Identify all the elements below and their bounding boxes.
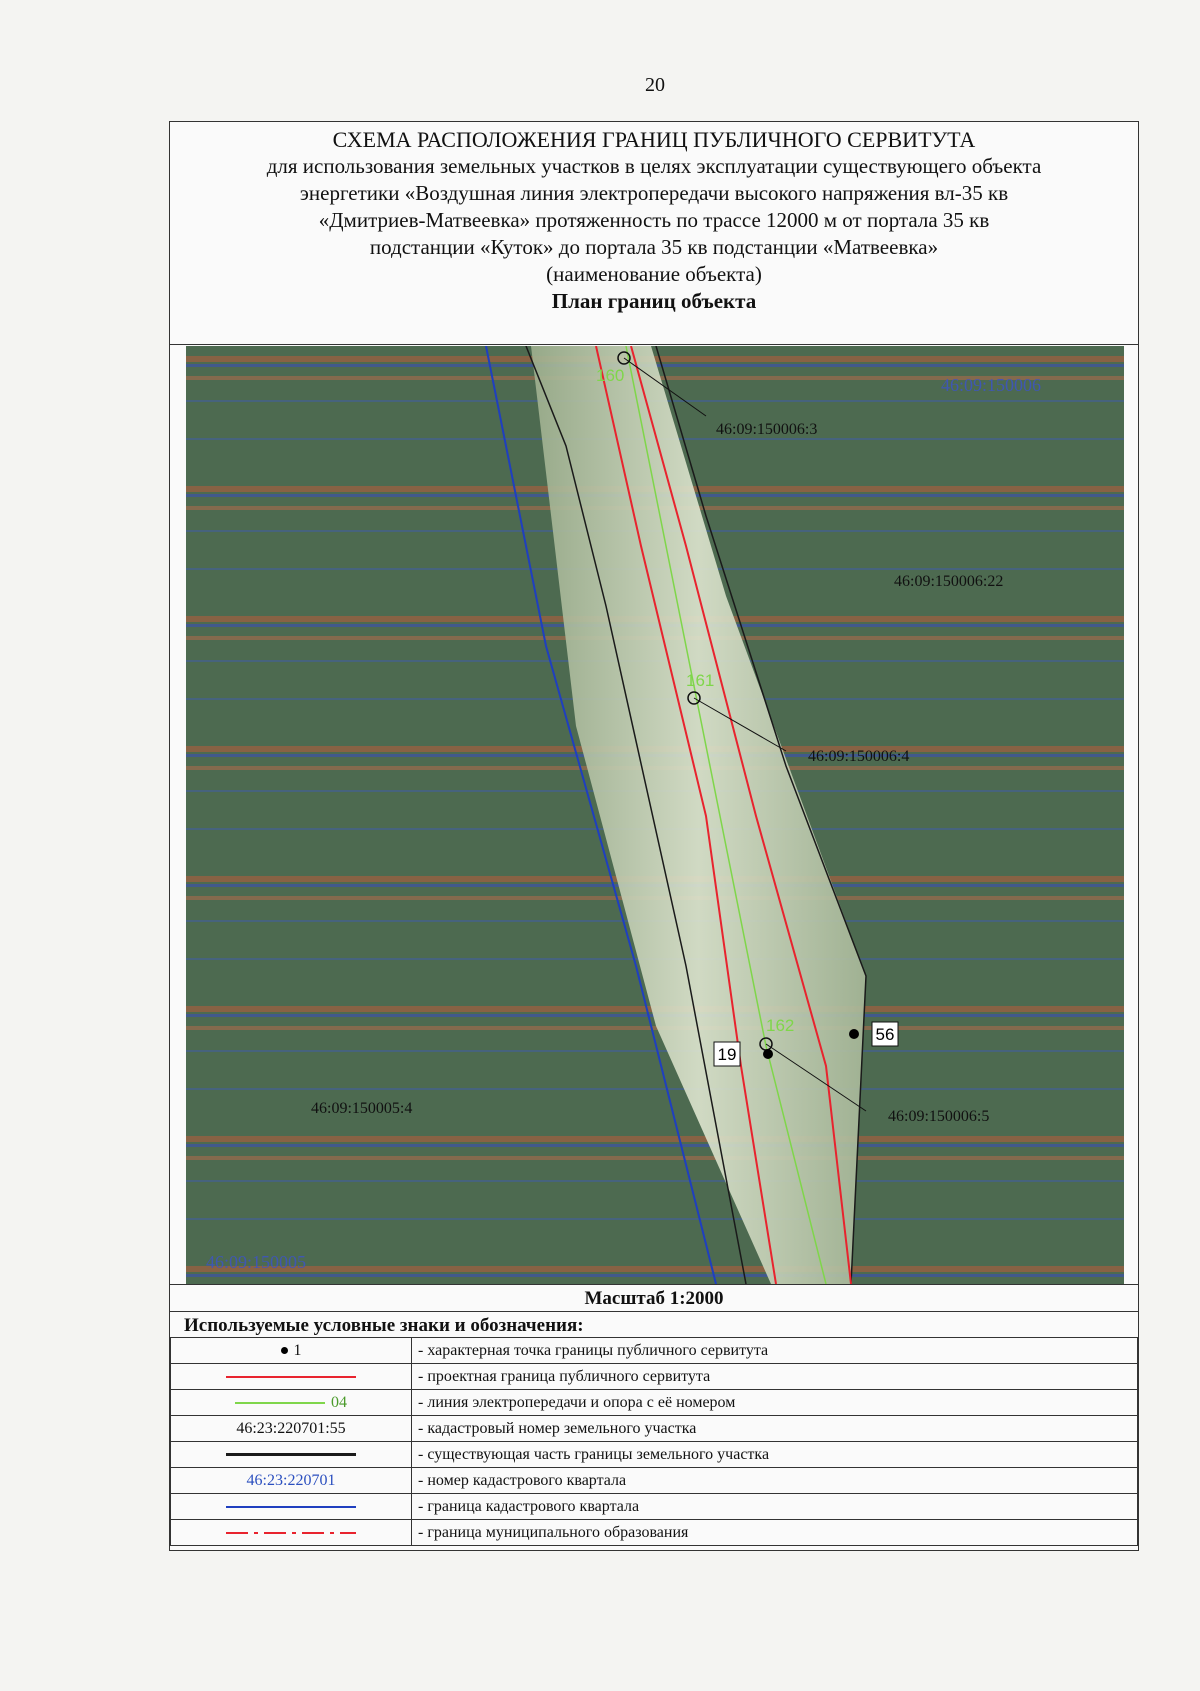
header-line-3: «Дмитриев-Матвеевка» протяженность по трассе 12000 м от портала 35 кв (318, 208, 990, 232)
legend-description: - характерная точка границы публичного сервитута (412, 1338, 1138, 1364)
dash-dot-line-icon (226, 1532, 356, 1534)
plan-subtitle: План границ объекта (551, 289, 757, 313)
legend-symbol-block-boundary (171, 1494, 412, 1520)
block-label-150005: 46:09:150005 (206, 1252, 307, 1272)
header-line-2: энергетики «Воздушная линия электропередачи высокого напряжения вл-35 кв (299, 181, 1009, 205)
support-number-sample: 04 (331, 1393, 347, 1411)
legend-description: - линия электропередачи и опора с её номером (412, 1390, 1138, 1416)
boundary-point-56-label: 56 (875, 1025, 895, 1044)
legend-point-number: 1 (293, 1341, 302, 1359)
legend-row (171, 1442, 1138, 1468)
red-line-icon (226, 1376, 356, 1378)
legend-row (171, 1494, 1138, 1520)
legend-symbol-parcel-number: 46:23:220701:55 (171, 1416, 412, 1442)
support-label-162: 162 (766, 1016, 795, 1035)
legend-description: - граница кадастрового квартала (412, 1494, 1138, 1520)
legend-row (171, 1416, 1138, 1442)
legend-symbol-parcel-boundary (171, 1442, 412, 1468)
parcel-label-5: 46:09:150006:5 (888, 1108, 990, 1125)
header-line-5: (наименование объекта) (546, 262, 762, 286)
legend-row (171, 1390, 1138, 1416)
aerial-map (186, 346, 1124, 1284)
black-line-icon (226, 1453, 356, 1456)
legend-row (171, 1338, 1138, 1364)
parcel-label-3: 46:09:150006:3 (716, 421, 818, 438)
legend-row (171, 1520, 1138, 1546)
map-scale: Масштаб 1:2000 (170, 1284, 1138, 1312)
scheme-frame (169, 121, 1139, 1551)
legend-title: Используемые условные знаки и обозначения: (184, 1315, 584, 1336)
support-label-161: 161 (686, 671, 715, 690)
legend-symbol-servitude-line (171, 1364, 412, 1390)
blue-line-icon (226, 1506, 356, 1508)
parcel-label-4: 46:09:150006:4 (808, 748, 910, 765)
support-label-160: 160 (596, 366, 625, 385)
boundary-point-56 (849, 1029, 859, 1039)
legend-description: - проектная граница публичного сервитута (412, 1364, 1138, 1390)
legend-row (171, 1364, 1138, 1390)
boundary-point-19-label: 19 (717, 1045, 737, 1064)
legend-description: - номер кадастрового квартала (412, 1468, 1138, 1494)
legend-description: - кадастровый номер земельного участка (412, 1416, 1138, 1442)
boundary-point-19 (763, 1049, 773, 1059)
green-line-icon (235, 1402, 325, 1404)
scheme-header (170, 122, 1138, 345)
header-line-1: для использования земельных участков в целях эксплуатации существующего объекта (266, 154, 1042, 178)
legend-description: - существующая часть границы земельного участка (412, 1442, 1138, 1468)
header-line-4: подстанции «Куток» до портала 35 кв подстанции «Матвеевка» (369, 235, 939, 259)
map-svg (186, 346, 1124, 1284)
parcel-label-22: 46:09:150006:22 (894, 573, 1004, 590)
legend-symbol-municipal-boundary (171, 1520, 412, 1546)
legend-symbol-block-number: 46:23:220701 (171, 1468, 412, 1494)
legend-symbol-point (171, 1338, 412, 1364)
scheme-title: СХЕМА РАСПОЛОЖЕНИЯ ГРАНИЦ ПУБЛИЧНОГО СЕРВИТУТА (332, 127, 976, 152)
block-label-150006: 46:09:150006 (941, 375, 1042, 395)
point-dot-icon (281, 1347, 288, 1354)
legend-symbol-power-line (171, 1390, 412, 1416)
legend-description: - граница муниципального образования (412, 1520, 1138, 1546)
page-number: 20 (645, 74, 665, 96)
legend-table (170, 1337, 1138, 1546)
legend-row (171, 1468, 1138, 1494)
parcel-label-150005-4: 46:09:150005:4 (311, 1100, 413, 1117)
